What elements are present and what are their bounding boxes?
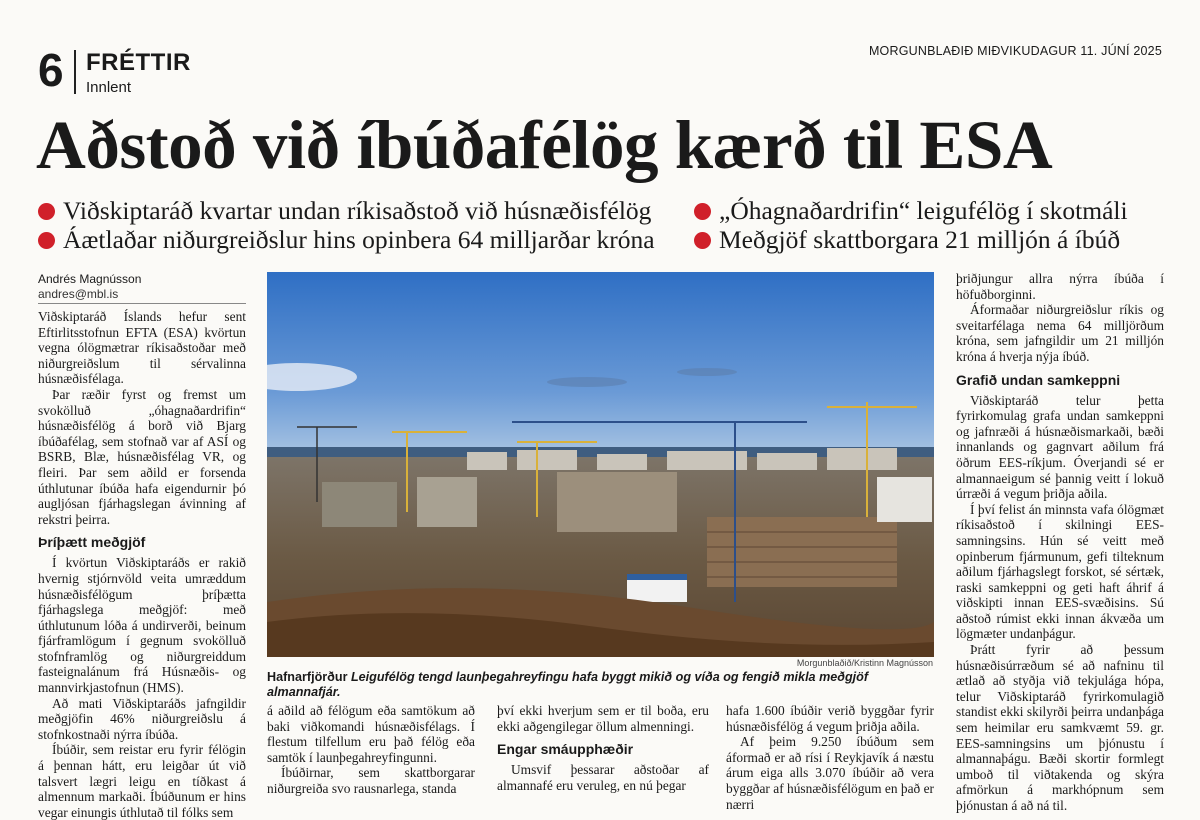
article-column-5: [956, 271, 1164, 814]
section-title: FRÉTTIR: [86, 49, 191, 76]
bullet-icon: [38, 203, 55, 220]
crosshead: Grafið undan samkeppni: [956, 371, 1121, 388]
caption-place: Hafnarfjörður: [267, 670, 348, 684]
paragraph: Áformaðar niðurgreiðslur ríkis og sveitarfélaga nema 64 milljörðum króna, sem jafngildir um 21 milljón króna á hverja nýja íbúð.: [956, 302, 1164, 364]
paragraph: Umsvif þessarar aðstoðar af almannafé eru veruleg, en nú þegar: [497, 762, 709, 793]
bullet-icon: [694, 232, 711, 249]
paragraph: Í kvörtun Viðskiptaráðs er rakið hvernig stjórnvöld veita umræddum húsnæðisfélögum þríþætta fjárhagslega meðgjöf: með úthlutunum lóða á undirverði, beinum fjárframlögum í gegnum svokölluð stofnframlög og niðurgreiddum fasteignalánum frá Húsnæðis- og mannvirkjastofnun (HMS).: [38, 555, 246, 696]
paragraph: Íbúðir, sem reistar eru fyrir félögin á þennan hátt, eru leigðar út við talsvert lægri leigu en tíðkast á almennum markaði. Íbúðunum er hins vegar einungis úthlutað til fólks sem: [38, 742, 246, 820]
section-divider: [74, 50, 76, 94]
subhead-text: „Óhagnaðardrifin“ leigufélög í skotmáli: [719, 196, 1128, 225]
paragraph: Viðskiptaráð Íslands hefur sent Eftirlitsstofnun EFTA (ESA) kvörtun vegna ólögmætrar ríkisaðstoðar með niðurgreiðslum til sérvalinna húsnæðisfélaga.: [38, 309, 246, 387]
subhead-text: Viðskiptaráð kvartar undan ríkisaðstoð við húsnæðisfélög: [63, 196, 652, 225]
paragraph: Viðskiptaráð telur þetta fyrirkomulag grafa undan samkeppni og jafnræði á húsnæðismarkaði, bæði innanlands og gagnvart aðilum frá öðrum EES-ríkjum. Óverjandi sé er almannaeigum sé þannig veitt í lokuð úrræði á vegum þriðja aðila.: [956, 392, 1164, 502]
paragraph: hafa 1.600 íbúðir verið byggðar fyrir húsnæðisfélög á vegum þriðja aðila.: [726, 703, 934, 734]
construction-site-image: [267, 272, 934, 657]
caption-text: Leigufélög tengd launþegahreyfingu hafa byggt mikið og víða og fengið mikla meðgjöf almannafjár.: [267, 670, 869, 699]
crosshead: Þríþætt meðgjöf: [38, 534, 146, 551]
page-number: 6: [38, 44, 64, 96]
subsection-title: Innlent: [86, 79, 132, 96]
subhead-4: [694, 226, 1120, 254]
article-column-1: [38, 309, 246, 820]
paragraph: Af þeim 9.250 íbúðum sem áformað er að rísi í Reykjavík á næstu árum eiga alls 3.070 íbúðir að vera byggðar af húsnæðisfélögum en það er nærri: [726, 734, 934, 812]
photo-caption: [267, 670, 934, 700]
paragraph: á aðild að félögum eða samtökum að baki viðkomandi húsnæðisfélags. Í flestum tilfellum eru það félög eða samtök í launþegahreyfingunni.: [267, 703, 475, 765]
bullet-icon: [694, 203, 711, 220]
bullet-icon: [38, 232, 55, 249]
paragraph: Þrátt fyrir að þessum húsnæðisúrræðum sé að nafninu til ætlað að styðja við tekjulága hópa, telur Viðskiptaráð fyrirkomulagið standist ekki skilyrði þeirra undanþága sem heimilar eru samkvæmt 59. gr. EES-samningsins um þjónustu í almannaþágu. Bæði skortir formlegt umboð til viðtakenda og skýra afmörkun á markhópnum sem þjónustan á að ná til.: [956, 642, 1164, 813]
photo-credit: Morgunblaðið/Kristinn Magnússon: [796, 658, 933, 668]
masthead: MORGUNBLAÐIÐ MIÐVIKUDAGUR 11. JÚNÍ 2025: [868, 44, 1162, 58]
article-column-3: [497, 703, 709, 793]
byline-author: Andrés Magnússon: [38, 272, 142, 286]
article-photo: [267, 272, 934, 657]
paragraph: þriðjungur allra nýrra íbúða í höfuðborginni.: [956, 271, 1164, 302]
byline-rule: [38, 303, 246, 304]
paragraph: Í því felist án minnsta vafa ólögmæt ríkisaðstoð í skilningi EES-samningsins. Hún sé veitt með opinberum fjármunum, gefi tilteknum aðilum fjárhagslegt forskot, sé sértæk, raski samkeppni og geti haft áhrif á viðskipti innan EES-svæðisins. Sú aðstoð rúmist ekki innan ákvæða um lögmæter undanþágur.: [956, 501, 1164, 642]
subhead-3: [38, 226, 655, 254]
paragraph: því ekki hverjum sem er til boða, eru ekki aðgengilegar öllum almenningi.: [497, 703, 709, 734]
headline: Aðstoð við íbúðafélög kærð til ESA: [36, 107, 1053, 183]
subhead-text: Áætlaðar niðurgreiðslur hins opinbera 64 milljarðar króna: [63, 225, 655, 254]
article-column-2: [267, 703, 475, 797]
subhead-1: [38, 197, 651, 225]
crosshead: Engar smáupphæðir: [497, 741, 634, 758]
subhead-text: Meðgjöf skattborgara 21 milljón á íbúð: [719, 225, 1121, 254]
paragraph: Þar ræðir fyrst og fremst um svokölluð „óhagnaðardrifin“ húsnæðisfélög á borð við Bjarg íbúðafélag, sem stofnað var af ASÍ og BSRB, Blæ, húsnæðisfélag VR, og fleiri. Þar sem aðild er forsenda úthlutunar íbúða hafa eigendurnir þó augljósan fjárhagslegan ávinning af rekstri þeirra.: [38, 386, 246, 527]
subhead-2: [694, 197, 1128, 225]
paragraph: Íbúðirnar, sem skattborgarar niðurgreiða svo rausnarlega, standa: [267, 765, 475, 796]
byline-email[interactable]: andres@mbl.is: [38, 287, 119, 301]
paragraph: Að mati Viðskiptaráðs jafngildir meðgjöfin 46% niðurgreiðslu á stofnkostnaði nýrra íbúða.: [38, 695, 246, 742]
